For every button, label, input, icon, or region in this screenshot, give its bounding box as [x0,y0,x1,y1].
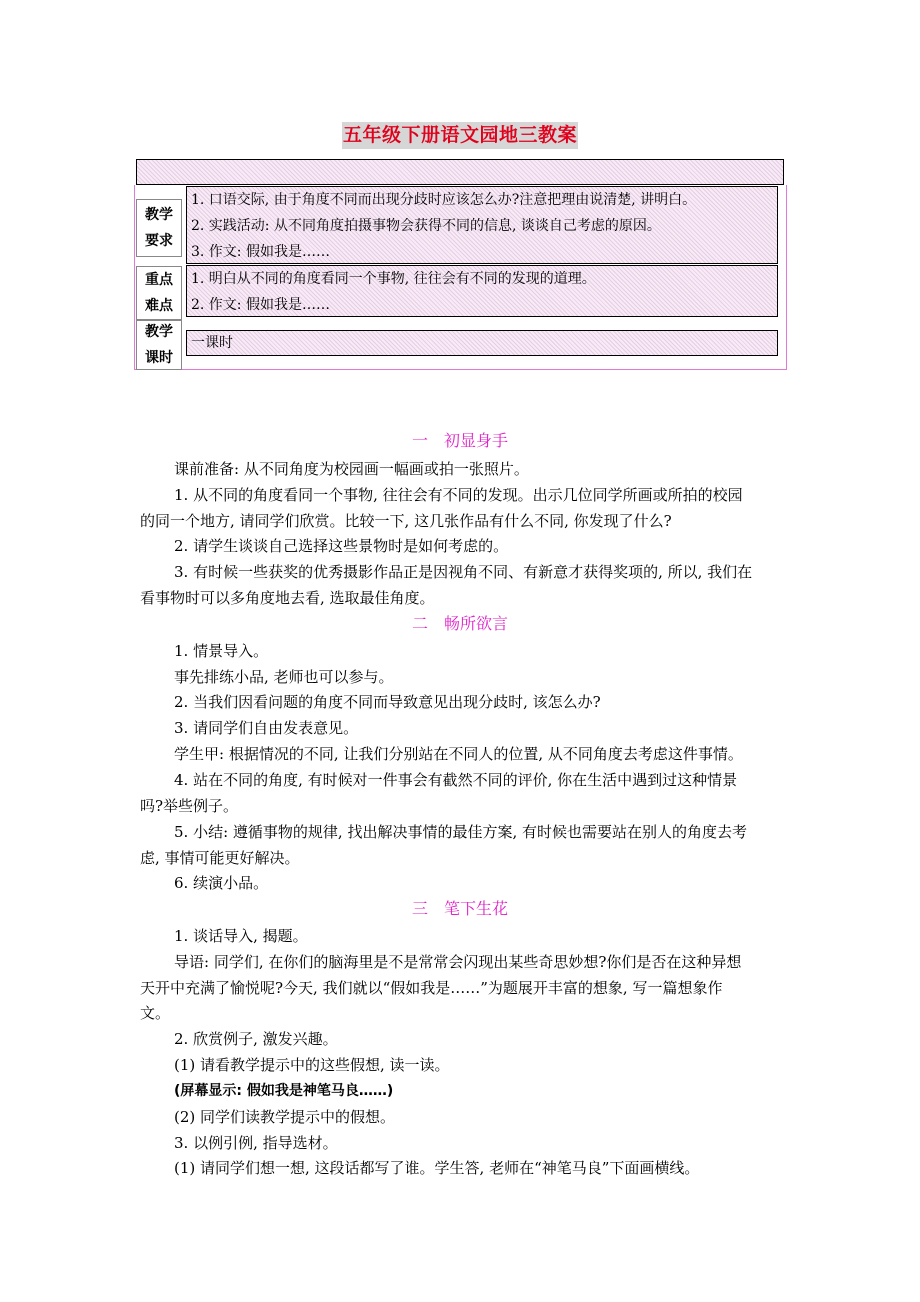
paragraph: 2. 欣赏例子, 激发兴趣。 [174,1030,338,1048]
section-heading-3: 三 笔下生花 [411,899,508,918]
row-label-key-difficulties: 重点 难点 [136,266,182,320]
row-content-class-hours: 一课时 [186,330,778,356]
paragraph: 3. 请同学们自由发表意见。 [174,719,359,737]
paragraph: 天开中充满了愉悦呢?今天, 我们就以“假如我是……”为题展开丰富的想象, 写一篇想象作 [140,979,723,997]
paragraph: 文。 [140,1004,171,1022]
paragraph: 2. 当我们因看问题的角度不同而导致意见出现分歧时, 该怎么办? [174,693,601,711]
paragraph: 的同一个地方, 请同学们欣赏。比较一下, 这几张作品有什么不同, 你发现了什么? [140,512,672,530]
paragraph: 6. 续演小品。 [174,874,269,892]
paragraph: 1. 情景导入。 [174,642,269,660]
row-content-key-difficulties: 1. 明白从不同的角度看同一个事物, 往往会有不同的发现的道理。 2. 作文: 假如我是…… [186,265,778,317]
paragraph: 吗?举些例子。 [140,797,239,815]
paragraph: (1) 请看教学提示中的这些假想, 读一读。 [174,1056,450,1074]
row-content-teaching-requirements: 1. 口语交际, 由于角度不同而出现分歧时应该怎么办?注意把理由说清楚, 讲明白。 2. 实践活动: 从不同角度拍摄事物会获得不同的信息, 谈谈自己考虑的原因。 3. 作文: 假如我是…… [186,186,778,264]
paragraph: 3. 有时候一些获奖的优秀摄影作品正是因视角不同、有新意才获得奖项的, 所以, 我们在 [174,563,753,581]
section-heading-2: 二 畅所欲言 [411,614,508,633]
paragraph: (1) 请同学们想一想, 这段话都写了谁。学生答, 老师在“神笔马良”下面画横线。 [174,1159,700,1177]
paragraph: 4. 站在不同的角度, 有时候对一件事会有截然不同的评价, 你在生活中遇到过这种情景 [174,771,738,789]
row-label-class-hours: 教学 课时 [136,320,182,370]
paragraph: 课前准备: 从不同角度为校园画一幅画或拍一张照片。 [174,460,529,478]
paragraph: 2. 请学生谈谈自己选择这些景物时是如何考虑的。 [174,537,509,555]
paragraph: 学生甲: 根据情况的不同, 让我们分别站在不同人的位置, 从不同角度去考虑这件事情。 [174,745,743,763]
page-title: 五年级下册语文园地三教案 [0,122,920,149]
paragraph: 1. 谈话导入, 揭题。 [174,927,308,945]
paragraph: 1. 从不同的角度看同一个事物, 往往会有不同的发现。出示几位同学所画或所拍的校园 [174,486,743,504]
paragraph: 看事物时可以多角度地去看, 选取最佳角度。 [140,589,435,607]
paragraph: 导语: 同学们, 在你们的脑海里是不是常常会闪现出某些奇思妙想?你们是否在这种异想 [174,953,742,971]
paragraph: (2) 同学们读教学提示中的假想。 [174,1108,396,1126]
paragraph: 事先排练小品, 老师也可以参与。 [174,668,394,686]
paragraph-screen-display: (屏幕显示: 假如我是神笔马良……) [174,1083,394,1099]
row-label-teaching-requirements: 教学 要求 [136,199,182,257]
paragraph: 3. 以例引例, 指导选材。 [174,1134,338,1152]
table-header-bar [136,159,784,185]
paragraph: 虑, 事情可能更好解决。 [140,849,300,867]
paragraph: 5. 小结: 遵循事物的规律, 找出解决事情的最佳方案, 有时候也需要站在别人的角度去考 [174,823,747,841]
section-heading-1: 一 初显身手 [411,431,508,450]
